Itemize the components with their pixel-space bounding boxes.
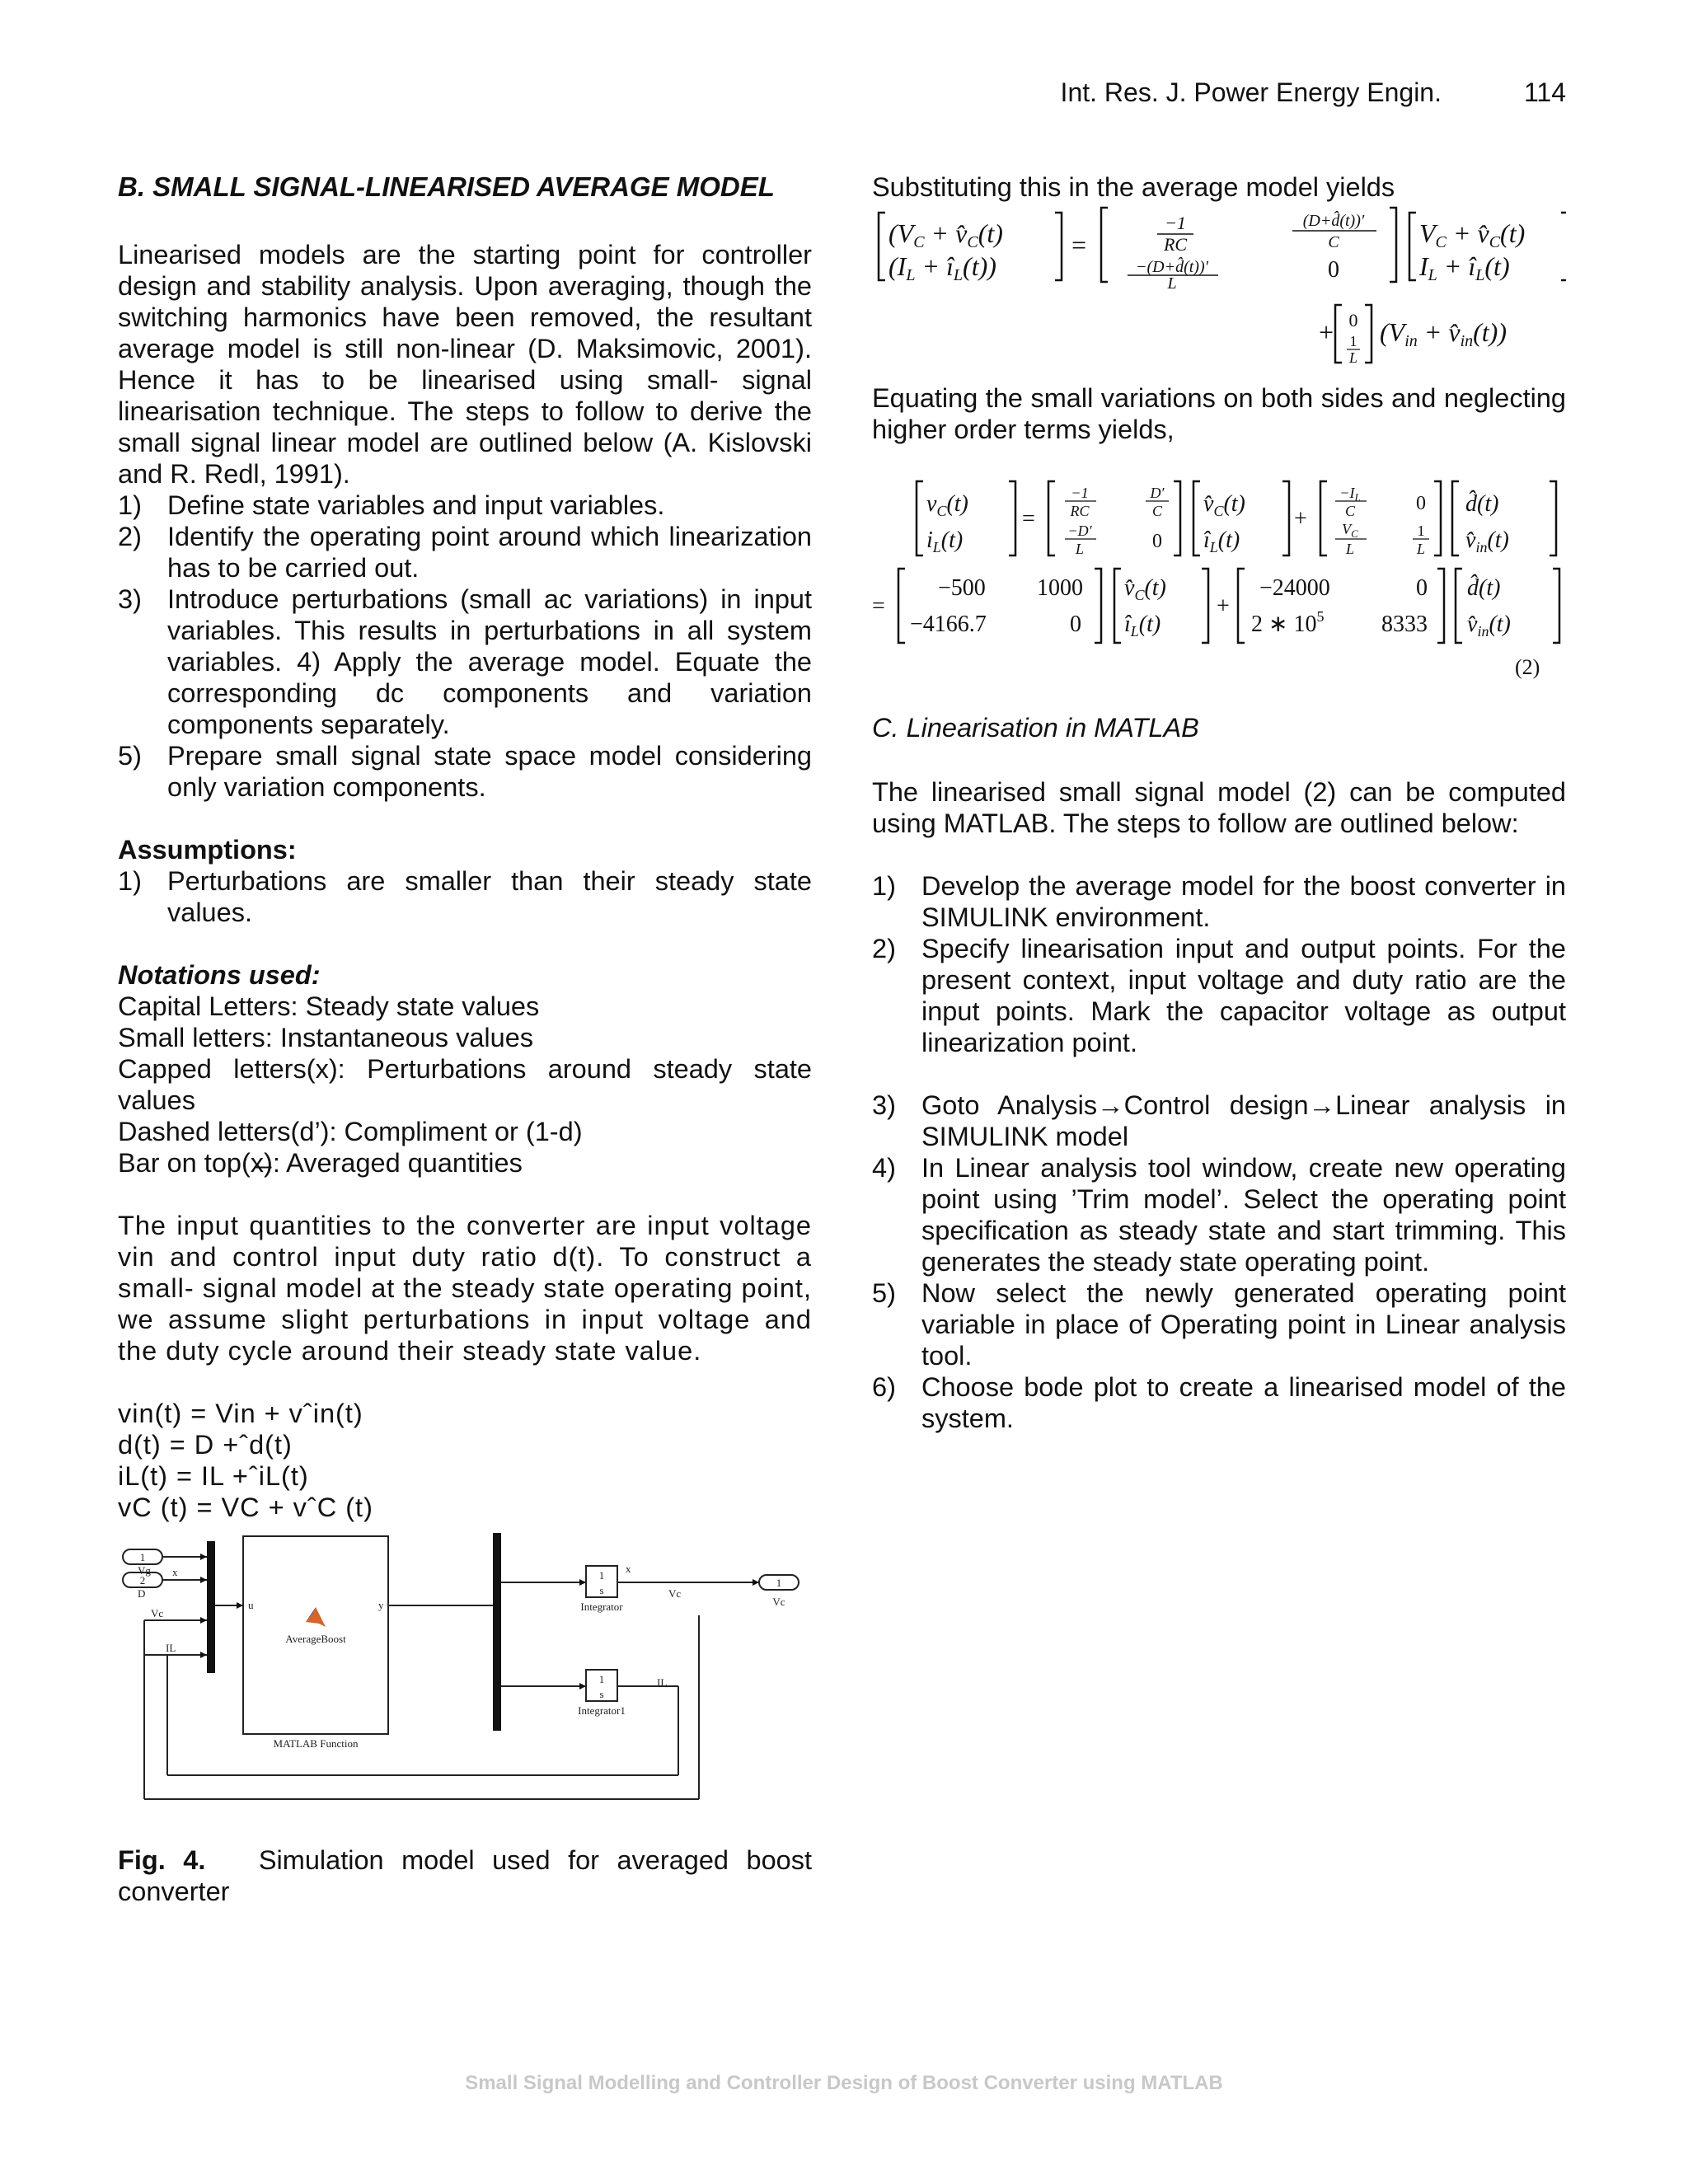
step-item — [118, 583, 812, 740]
matlab-step — [872, 1152, 1566, 1277]
matlab-step-text: In Linear analysis tool window, create new operating point using ’Trim model’. Select the operating point specification as steady state and start trimming. This generates the steady state operating point. — [921, 1153, 1566, 1277]
equating-text: Equating the small variations on both sides and neglecting higher order terms yields, — [872, 383, 1566, 444]
inport-1-label: Vg — [138, 1564, 151, 1577]
svg-text:C: C — [1328, 233, 1339, 251]
matrix-a21: −4166.7 — [910, 612, 987, 637]
svg-text:−D′: −D′ — [1067, 523, 1092, 539]
svg-text:C: C — [1151, 503, 1163, 519]
right-column — [872, 171, 1566, 1434]
notation-line: Capped letters(x): Perturbations around steady state values — [118, 1054, 812, 1115]
svg-text:−1: −1 — [1165, 213, 1186, 233]
matlab-step-number: 2) — [872, 934, 896, 963]
matlab-step-text: Goto Analysis→Control design→Linear analysis in SIMULINK model — [921, 1090, 1566, 1151]
svg-text:=: = — [1070, 230, 1088, 260]
svg-text:0: 0 — [1348, 310, 1358, 330]
perturbation-eq: d(t) = D +ˆd(t) — [118, 1430, 293, 1460]
page-number: 114 — [1523, 77, 1566, 107]
block-name: AverageBoost — [285, 1633, 346, 1645]
svg-text:L: L — [1345, 541, 1355, 557]
svg-text:v̂C(t): $v̂_C(t)$ — [1203, 491, 1245, 519]
assumption-item — [118, 865, 812, 928]
average-model-equation — [872, 203, 1566, 376]
step-text: Identify the operating point around which linearization has to be carried out. — [167, 522, 812, 583]
matrix-a11: −500 — [938, 575, 986, 601]
svg-text:vC(t): $v_C(t)$ — [926, 491, 968, 519]
matrix-a22: 0 — [1070, 612, 1081, 637]
svg-text:L: L — [1075, 541, 1085, 557]
figure-caption — [118, 1844, 812, 1907]
svg-text:iL(t): $i_L(t)$ — [926, 527, 964, 555]
matlab-step-number: 1) — [872, 871, 896, 901]
perturbation-eq: iL(t) = IL +ˆiL(t) — [118, 1461, 309, 1491]
step-text: Prepare small signal state space model considering only variation components. — [167, 741, 812, 802]
svg-text:−1: −1 — [1071, 485, 1089, 501]
substitution-text: Substituting this in the average model yields — [872, 172, 1395, 202]
block-output-label: y — [378, 1599, 384, 1611]
svg-text:îL(t): $î_L(t)$ — [1203, 527, 1240, 555]
journal-name: Int. Res. J. Power Energy Engin. — [1060, 77, 1442, 107]
inport-1-number: 1 — [139, 1551, 146, 1563]
svg-text:+: + — [1294, 506, 1307, 532]
derivation-steps — [118, 490, 812, 803]
svg-text:(IL + îL(t)): (IL + îL(t)) — [889, 251, 996, 284]
svg-text:0: 0 — [1416, 493, 1426, 514]
perturbation-eq: vC (t) = VC + vˆC (t) — [118, 1493, 373, 1522]
outport-label: Vc — [772, 1596, 785, 1608]
svg-text:(Vin + v̂in(t)): (Vin + v̂in(t)) — [1380, 317, 1507, 350]
matlab-step-number: 5) — [872, 1278, 896, 1308]
step-number: 1) — [118, 490, 142, 520]
svg-text:+: + — [1317, 317, 1335, 347]
matrix-b22: 8333 — [1381, 612, 1428, 637]
matrix-b12: 0 — [1416, 575, 1428, 601]
notation-line: Capital Letters: Steady state values — [118, 991, 540, 1021]
matrix-b11: −24000 — [1259, 575, 1330, 601]
svg-text:+: + — [1217, 593, 1230, 619]
matlab-step — [872, 1277, 1566, 1371]
matlab-step-text: Develop the average model for the boost converter in SIMULINK environment. — [921, 871, 1566, 932]
feedback-il-label: IL — [166, 1642, 176, 1654]
svg-text:1: 1 — [1417, 523, 1425, 539]
demux-bar — [493, 1533, 501, 1731]
small-signal-equation — [872, 470, 1566, 692]
perturbation-eq: vin(t) = Vin + vˆin(t) — [118, 1399, 363, 1428]
assumptions-title: Assumptions: — [118, 835, 297, 865]
notation-line: Dashed letters(d’): Compliment or (1-d) — [118, 1117, 583, 1146]
inport-2-number: 2 — [139, 1574, 146, 1586]
svg-text:(VC + v̂C(t): (VC + v̂C(t) — [889, 218, 1003, 251]
matlab-steps — [872, 870, 1566, 1058]
step-text: Define state variables and input variables. — [167, 490, 665, 520]
svg-text:D′: D′ — [1150, 485, 1165, 501]
feedback-vc-label: Vc — [151, 1607, 164, 1619]
outport-number: 1 — [776, 1577, 782, 1589]
svg-text:L: L — [1416, 541, 1426, 557]
assumption-text: Perturbations are smaller than their steady state values. — [167, 866, 812, 927]
inputs-paragraph: The input quantities to the converter are input voltage vin and control input duty ratio d(t). To construct a small- signal model at the steady state operating point, we assume slight perturbations in input voltage and the duty cycle around their steady state value. — [118, 1211, 812, 1366]
integrator1-den: s — [599, 1688, 604, 1700]
matlab-step-text: Choose bode plot to create a linearised model of the system. — [921, 1372, 1566, 1433]
notation-line: Bar on top(x̶): Averaged quantities — [118, 1148, 523, 1178]
inport-2-label: D — [138, 1587, 146, 1600]
intro-paragraph: Linearised models are the starting point for controller design and stability analysis. Upon averaging, though the switching harmonics have been removed, the resultant average model is still non-linear (D. Maksimovic, 2001). Hence it has to be linearised using small- signal linearisation technique. The steps to follow to derive the small signal linear model are outlined below (A. Kislovski and R. Redl, 1991). — [118, 240, 812, 489]
matlab-logo-icon — [306, 1607, 326, 1627]
vc-wire-label: Vc — [668, 1587, 682, 1600]
section-b-title: B. SMALL SIGNAL-LINEARISED AVERAGE MODEL — [118, 171, 775, 202]
svg-text:v̂in(t): $v̂_{in}(t)$ — [1467, 612, 1511, 640]
mux-bar — [207, 1541, 215, 1673]
mux-x-label: x — [172, 1566, 178, 1578]
svg-text:IL + îL(t): IL + îL(t) — [1419, 251, 1510, 284]
matlab-step — [872, 870, 1566, 933]
svg-text:=: = — [872, 593, 885, 619]
matrix-a12: 1000 — [1037, 575, 1083, 601]
section-c-intro: The linearised small signal model (2) can be computed using MATLAB. The steps to follow are outlined below: — [872, 777, 1566, 838]
integrator-x-label: x — [626, 1563, 631, 1575]
svg-text:d̂(t): d̂(t) — [1467, 575, 1501, 601]
svg-text:2 ∗ 105 — [1251, 608, 1324, 637]
matlab-step-text: Specify linearisation input and output points. For the present context, input voltage and duty ratio are the input points. Mark the capacitor voltage as output linearization point. — [921, 934, 1566, 1057]
matrix-b21-exp: 5 — [1316, 608, 1325, 625]
integrator1-label: Integrator1 — [578, 1704, 626, 1717]
integrator-num: 1 — [598, 1569, 605, 1582]
svg-text:d̂(t): d̂(t) — [1465, 491, 1499, 517]
integrator-den: s — [599, 1584, 604, 1596]
svg-text:0: 0 — [1152, 531, 1162, 552]
block-caption: MATLAB Function — [273, 1737, 359, 1750]
svg-text:îL(t): $î_L(t)$ — [1124, 612, 1161, 640]
figure-caption-text: Simulation model used for averaged boost converter — [118, 1845, 813, 1906]
svg-text:RC: RC — [1070, 503, 1090, 519]
matlab-step — [872, 933, 1566, 1058]
matrix-b21: 2 ∗ 10 — [1251, 612, 1317, 637]
matlab-step-number: 6) — [872, 1372, 896, 1402]
svg-text:−(D+d̂(t))′: −(D+d̂(t))′ — [1135, 258, 1209, 276]
svg-text:1: 1 — [1349, 333, 1357, 349]
svg-text:VC + v̂C(t): VC + v̂C(t) — [1419, 218, 1526, 251]
step-number: 3) — [118, 584, 142, 614]
section-c-title: C. Linearisation in MATLAB — [872, 713, 1199, 743]
assumption-number: 1) — [118, 866, 142, 896]
svg-text:−IL: $-I_L$ — [1339, 485, 1361, 504]
matlab-step — [872, 1090, 1566, 1152]
svg-text:RC: RC — [1163, 234, 1188, 255]
step-number: 2) — [118, 522, 142, 551]
step-text: Introduce perturbations (small ac variations) in input variables. This results in perturbations in all system variables. 4) Apply the average model. Equate the corresponding dc components and variation components separately. — [167, 584, 812, 739]
step-item — [118, 521, 812, 583]
svg-text:L: L — [1348, 349, 1358, 366]
step-item — [118, 740, 812, 803]
running-header — [1061, 77, 1566, 108]
equation-number: (2) — [1515, 655, 1540, 679]
integrator-label: Integrator — [580, 1601, 623, 1613]
il-wire-label: IL — [657, 1676, 668, 1689]
matlab-step-text: Now select the newly generated operating point variable in place of Operating point in Linear analysis tool. — [921, 1278, 1566, 1371]
block-input-label: u — [248, 1599, 254, 1611]
matlab-step — [872, 1371, 1566, 1434]
matlab-steps-cont — [872, 1090, 1566, 1434]
svg-text:(D+d̂(t))′: (D+d̂(t))′ — [1302, 212, 1365, 230]
svg-text:VC: $V_C$ — [1342, 521, 1358, 540]
matlab-step-number: 4) — [872, 1153, 896, 1183]
notation-line: Small letters: Instantaneous values — [118, 1023, 534, 1052]
svg-text:=: = — [1022, 506, 1035, 532]
simulink-diagram — [118, 1531, 812, 1828]
svg-text:v̂in(t): $v̂_{in}(t)$ — [1465, 527, 1509, 555]
matlab-step-number: 3) — [872, 1090, 896, 1120]
page-footer: Small Signal Modelling and Controller Design of Boost Converter using MATLAB — [465, 2072, 1223, 2094]
integrator1-num: 1 — [598, 1673, 605, 1685]
svg-text:C: C — [1344, 503, 1356, 519]
step-item — [118, 490, 812, 521]
step-number: 5) — [118, 741, 142, 771]
svg-text:L: L — [1167, 274, 1177, 293]
svg-text:v̂C(t): $v̂_C(t)$ — [1124, 575, 1166, 603]
svg-text:0: 0 — [1328, 257, 1339, 283]
figure-caption-label: Fig. 4. — [118, 1845, 206, 1875]
assumptions-list — [118, 865, 812, 928]
notations-title: Notations used: — [118, 960, 321, 990]
left-column — [118, 171, 812, 1907]
